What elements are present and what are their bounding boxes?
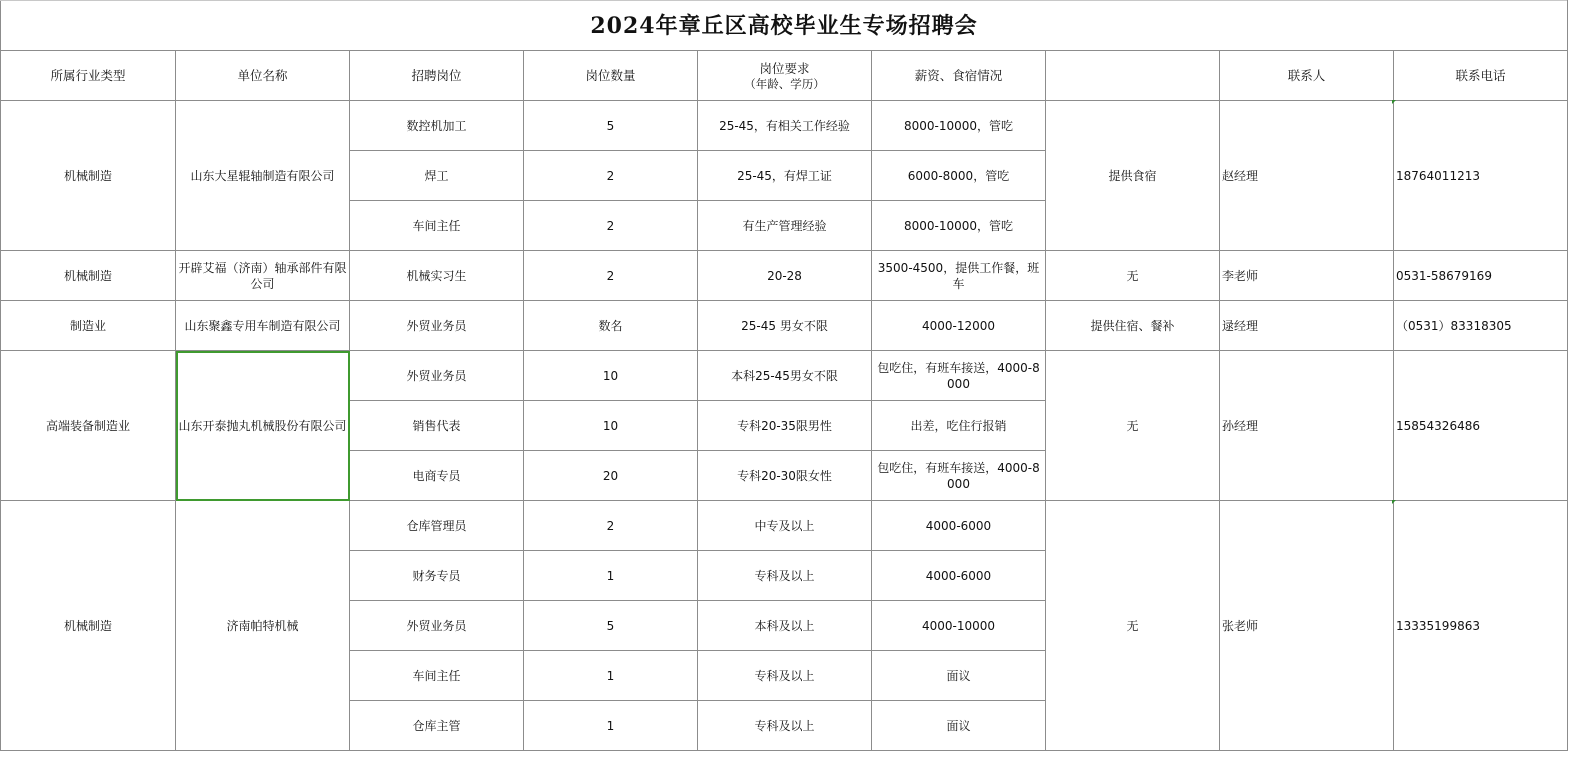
header-requirements[interactable] bbox=[698, 51, 872, 101]
table-row bbox=[1, 251, 1568, 301]
header-requirements-main: 岗位要求 bbox=[759, 60, 810, 76]
phone-cell[interactable]: 13335199863 bbox=[1394, 501, 1568, 751]
header-contact[interactable]: 联系人 bbox=[1220, 51, 1394, 101]
header-phone[interactable]: 联系电话 bbox=[1394, 51, 1568, 101]
salary-cell[interactable]: 4000-10000 bbox=[872, 601, 1046, 651]
salary-cell[interactable]: 8000-10000，管吃 bbox=[872, 201, 1046, 251]
position-cell[interactable]: 车间主任 bbox=[350, 201, 524, 251]
count-cell[interactable]: 2 bbox=[524, 501, 698, 551]
position-cell[interactable]: 机械实习生 bbox=[350, 251, 524, 301]
requirements-cell[interactable]: 专科及以上 bbox=[698, 701, 872, 751]
position-cell[interactable]: 外贸业务员 bbox=[350, 351, 524, 401]
table-row bbox=[1, 101, 1568, 151]
requirements-cell[interactable]: 有生产管理经验 bbox=[698, 201, 872, 251]
salary-cell[interactable]: 包吃住，有班车接送，4000-8000 bbox=[872, 351, 1046, 401]
phone-cell[interactable]: 0531-58679169 bbox=[1394, 251, 1568, 301]
count-cell[interactable]: 1 bbox=[524, 651, 698, 701]
cell-comment-marker bbox=[1392, 500, 1396, 504]
phone-cell[interactable]: 15854326486 bbox=[1394, 351, 1568, 501]
count-cell[interactable]: 数名 bbox=[524, 301, 698, 351]
salary-cell[interactable]: 面议 bbox=[872, 701, 1046, 751]
phone-cell[interactable]: 18764011213 bbox=[1394, 101, 1568, 251]
salary-cell[interactable]: 面议 bbox=[872, 651, 1046, 701]
count-cell[interactable]: 5 bbox=[524, 601, 698, 651]
position-cell[interactable]: 外贸业务员 bbox=[350, 601, 524, 651]
requirements-cell[interactable]: 20-28 bbox=[698, 251, 872, 301]
company-name-cell[interactable]: 山东大星辊轴制造有限公司 bbox=[176, 101, 350, 251]
requirements-cell[interactable]: 专科及以上 bbox=[698, 651, 872, 701]
company-name-cell[interactable]: 济南帕特机械 bbox=[176, 501, 350, 751]
salary-cell[interactable]: 包吃住，有班车接送，4000-8000 bbox=[872, 451, 1046, 501]
cell-comment-marker bbox=[1392, 100, 1396, 104]
requirements-cell[interactable]: 中专及以上 bbox=[698, 501, 872, 551]
header-count[interactable]: 岗位数量 bbox=[524, 51, 698, 101]
requirements-cell[interactable]: 专科20-35限男性 bbox=[698, 401, 872, 451]
board-cell[interactable]: 无 bbox=[1046, 501, 1220, 751]
salary-cell[interactable]: 6000-8000，管吃 bbox=[872, 151, 1046, 201]
requirements-cell[interactable]: 专科20-30限女性 bbox=[698, 451, 872, 501]
industry-cell[interactable]: 机械制造 bbox=[1, 501, 176, 751]
table-row bbox=[1, 501, 1568, 551]
position-cell[interactable]: 电商专员 bbox=[350, 451, 524, 501]
count-cell[interactable]: 2 bbox=[524, 201, 698, 251]
salary-cell[interactable]: 4000-6000 bbox=[872, 551, 1046, 601]
phone-cell[interactable]: （0531）83318305 bbox=[1394, 301, 1568, 351]
position-cell[interactable]: 仓库主管 bbox=[350, 701, 524, 751]
header-company[interactable]: 单位名称 bbox=[176, 51, 350, 101]
count-cell[interactable]: 1 bbox=[524, 551, 698, 601]
table-row bbox=[1, 301, 1568, 351]
salary-cell[interactable]: 出差，吃住行报销 bbox=[872, 401, 1046, 451]
salary-cell[interactable]: 8000-10000，管吃 bbox=[872, 101, 1046, 151]
industry-cell[interactable]: 高端装备制造业 bbox=[1, 351, 176, 501]
header-requirements-sub: （年龄、学历） bbox=[744, 76, 825, 91]
table-row bbox=[1, 351, 1568, 401]
count-cell[interactable]: 2 bbox=[524, 251, 698, 301]
company-name-cell[interactable]: 山东聚鑫专用车制造有限公司 bbox=[176, 301, 350, 351]
position-cell[interactable]: 数控机加工 bbox=[350, 101, 524, 151]
position-cell[interactable]: 焊工 bbox=[350, 151, 524, 201]
contact-cell[interactable]: 赵经理 bbox=[1220, 101, 1394, 251]
board-cell[interactable]: 提供食宿 bbox=[1046, 101, 1220, 251]
salary-cell[interactable]: 3500-4500，提供工作餐，班车 bbox=[872, 251, 1046, 301]
count-cell[interactable]: 1 bbox=[524, 701, 698, 751]
industry-cell[interactable]: 机械制造 bbox=[1, 101, 176, 251]
requirements-cell[interactable]: 专科及以上 bbox=[698, 551, 872, 601]
industry-cell[interactable]: 制造业 bbox=[1, 301, 176, 351]
sheet-title[interactable]: 2024年章丘区高校毕业生专场招聘会 bbox=[1, 1, 1568, 51]
header-industry[interactable]: 所属行业类型 bbox=[1, 51, 176, 101]
requirements-cell[interactable]: 本科及以上 bbox=[698, 601, 872, 651]
company-name-cell[interactable]: 开辟艾福（济南）轴承部件有限公司 bbox=[176, 251, 350, 301]
industry-cell[interactable]: 机械制造 bbox=[1, 251, 176, 301]
board-cell[interactable]: 无 bbox=[1046, 251, 1220, 301]
contact-cell[interactable]: 逯经理 bbox=[1220, 301, 1394, 351]
salary-cell[interactable]: 4000-12000 bbox=[872, 301, 1046, 351]
company-name-cell[interactable]: 山东开泰抛丸机械股份有限公司 bbox=[176, 351, 350, 501]
contact-cell[interactable]: 李老师 bbox=[1220, 251, 1394, 301]
board-cell[interactable]: 提供住宿、餐补 bbox=[1046, 301, 1220, 351]
requirements-cell[interactable]: 25-45，有焊工证 bbox=[698, 151, 872, 201]
header-blank[interactable] bbox=[1046, 51, 1220, 101]
position-cell[interactable]: 财务专员 bbox=[350, 551, 524, 601]
contact-cell[interactable]: 孙经理 bbox=[1220, 351, 1394, 501]
count-cell[interactable]: 20 bbox=[524, 451, 698, 501]
position-cell[interactable]: 外贸业务员 bbox=[350, 301, 524, 351]
header-position[interactable]: 招聘岗位 bbox=[350, 51, 524, 101]
requirements-cell[interactable]: 25-45 男女不限 bbox=[698, 301, 872, 351]
count-cell[interactable]: 2 bbox=[524, 151, 698, 201]
requirements-cell[interactable]: 本科25-45男女不限 bbox=[698, 351, 872, 401]
board-cell[interactable]: 无 bbox=[1046, 351, 1220, 501]
count-cell[interactable]: 10 bbox=[524, 401, 698, 451]
position-cell[interactable]: 仓库管理员 bbox=[350, 501, 524, 551]
position-cell[interactable]: 销售代表 bbox=[350, 401, 524, 451]
count-cell[interactable]: 10 bbox=[524, 351, 698, 401]
header-row bbox=[1, 51, 1568, 101]
requirements-cell[interactable]: 25-45，有相关工作经验 bbox=[698, 101, 872, 151]
salary-cell[interactable]: 4000-6000 bbox=[872, 501, 1046, 551]
position-cell[interactable]: 车间主任 bbox=[350, 651, 524, 701]
count-cell[interactable]: 5 bbox=[524, 101, 698, 151]
contact-cell[interactable]: 张老师 bbox=[1220, 501, 1394, 751]
header-salary[interactable]: 薪资、食宿情况 bbox=[872, 51, 1046, 101]
